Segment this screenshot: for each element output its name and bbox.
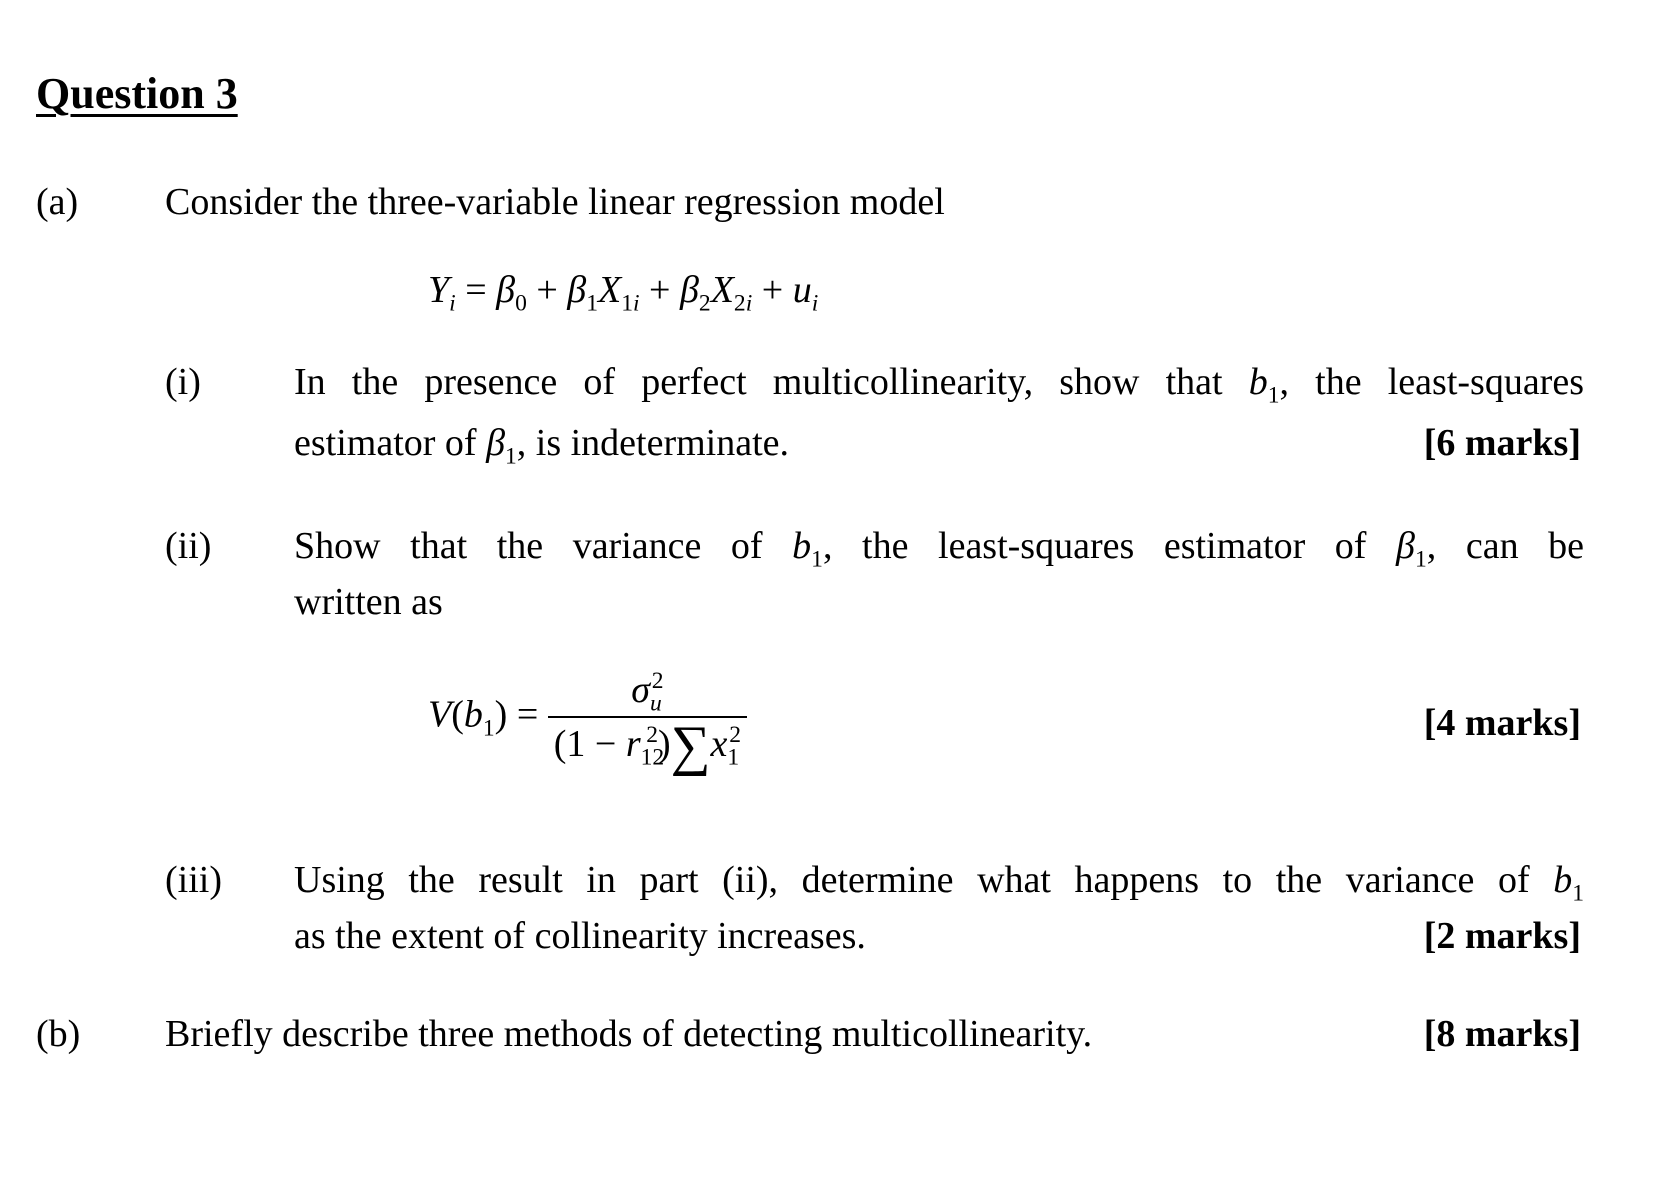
part-a-intro: Consider the three-variable linear regression model <box>165 181 945 223</box>
subpart-ii-label: (ii) <box>165 525 212 567</box>
question-title: Question 3 <box>36 69 238 118</box>
subpart-i-marks: [6 marks] <box>1423 422 1581 464</box>
part-b-text: Briefly describe three methods of detecting multicollinearity. <box>165 1013 1093 1055</box>
part-a-label: (a) <box>36 181 79 223</box>
variance-formula: $V(b_1)$ = $\frac{\sigma_u^2}{(1 - r_{12}^2)\sum x_1^2}$ <box>428 668 747 768</box>
subpart-i-line2: estimator of $\beta_1$, is indeterminate. <box>294 422 790 470</box>
subpart-iii-line2: as the extent of collinearity increases. <box>294 915 866 957</box>
subpart-i-label: (i) <box>165 361 201 403</box>
subpart-ii-line2: written as <box>294 581 443 623</box>
subpart-ii-line1: Show that the variance of $b_1$, the least-squares estimator of $\beta_1$, can be <box>294 525 1585 573</box>
subpart-ii-marks: [4 marks] <box>1423 702 1581 744</box>
subpart-iii-label: (iii) <box>165 859 222 901</box>
model-equation: $Y_i = \beta_0 + \beta_1X_{1i} + \beta_2X_{2i} + u_i$ <box>428 269 819 317</box>
part-b-marks: [8 marks] <box>1423 1013 1581 1055</box>
subpart-iii-line1: Using the result in part (ii), determine what happens to the variance of $b_1$ <box>294 859 1584 907</box>
subpart-iii-marks: [2 marks] <box>1423 915 1581 957</box>
part-b-label: (b) <box>36 1013 81 1055</box>
subpart-i-line1: In the presence of perfect multicollinearity, show that $b_1$, the least-squares <box>294 361 1584 409</box>
variance-fraction: $\frac{\sigma_u^2}{(1 - r_{12}^2)\sum x_1^2}$ <box>548 668 747 768</box>
